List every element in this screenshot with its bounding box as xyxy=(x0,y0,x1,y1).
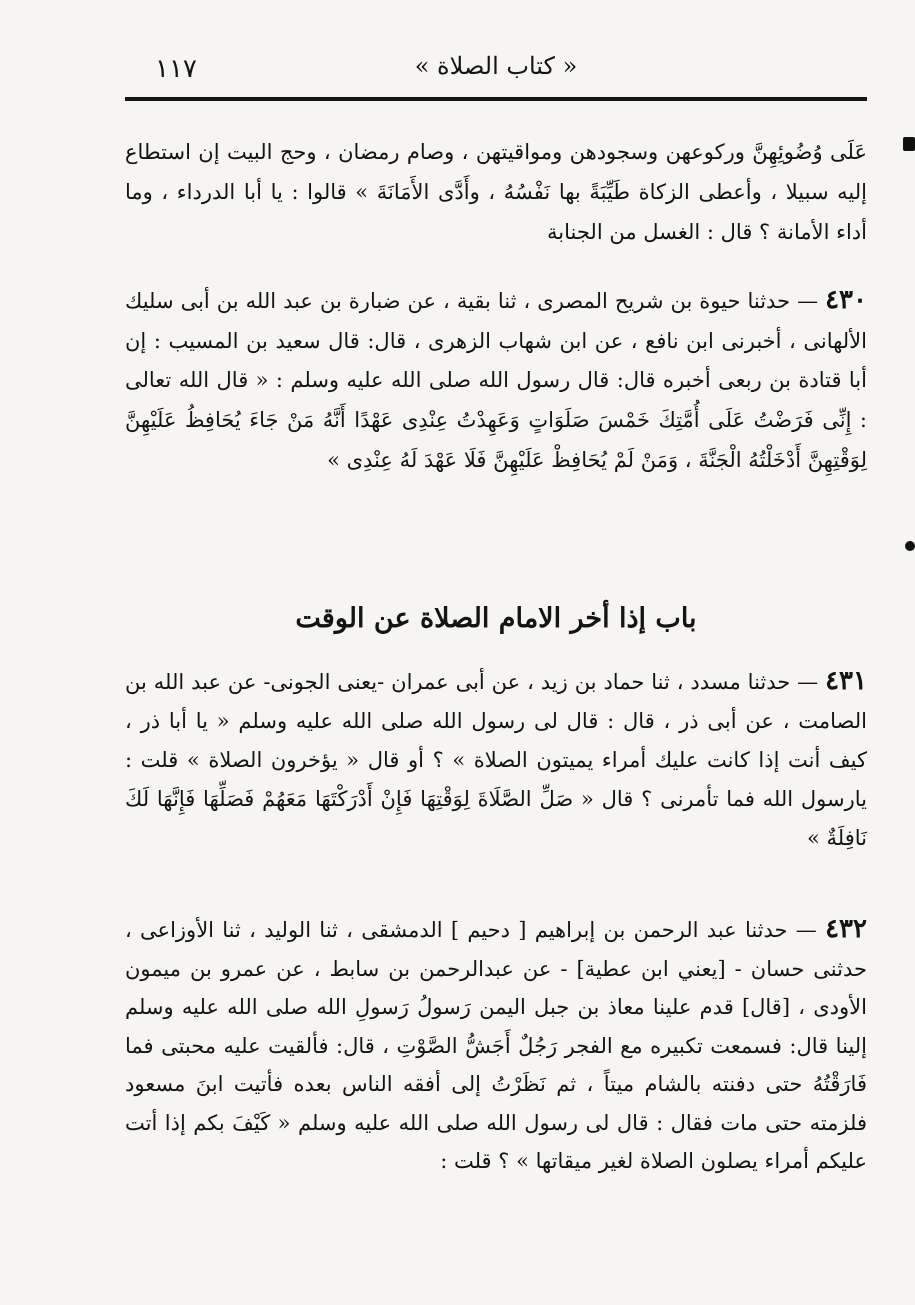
running-header xyxy=(125,52,867,92)
chapter-title: « كتاب الصلاة » xyxy=(414,52,578,80)
hadith-number: ٤٣١ xyxy=(825,666,867,696)
hadith-number: ٤٣٢ xyxy=(825,914,867,944)
hadith-430 xyxy=(125,281,867,481)
paragraph-text: عَلَى وُضُوئِهِنَّ وركوعهن وسجودهن ومواقيتهن ، وصام رمضان ، وحج البيت إن استطاع إليه سبيلا ، وأعطى الزكاة طَيِّبَةً بها نَفْسُهُ ، وأَدَّى الأَمَانَةَ » قالوا : يا أبا الدرداء ، وما أداء الأمانة ؟ قال : الغسل من الجنابة xyxy=(125,140,867,244)
page-number: ١١٧ xyxy=(155,54,197,84)
hadith-432 xyxy=(125,910,867,1181)
margin-dot xyxy=(905,541,915,551)
section-heading: باب إذا أخر الامام الصلاة عن الوقت xyxy=(295,603,697,634)
hadith-text: — حدثنا حيوة بن شريح المصرى ، ثنا بقية ، عن ضبارة بن عبد الله بن أبى سليك الألهانى ، أخبرنى ابن نافع ، عن ابن شهاب الزهرى ، قال: قال سعيد بن المسيب : إن أبا قتادة بن ربعى أخبره قال: قال رسول الله صلى الله عليه وسلم : « قال الله تعالى : إِنِّى فَرَضْتُ عَلَى أُمَّتِكَ خَمْسَ صَلَوَاتٍ وَعَهِدْتُ عِنْدِى عَهْدًا أَنَّهُ مَنْ جَاءَ يُحَافِظُ عَلَيْهِنَّ لِوَقْتِهِنَّ أَدْخَلْتُهُ الْجَنَّةَ ، وَمَنْ لَمْ يُحَافِظْ عَلَيْهِنَّ فَلَا عَهْدَ لَهُ عِنْدِى » xyxy=(125,289,867,472)
hadith-text: — حدثنا عبد الرحمن بن إبراهيم [ دحيم ] الدمشقى ، ثنا الوليد ، ثنا الأوزاعى ، حدثنى حسان - [يعني ابن عطية] - عن عبدالرحمن بن سابط ، عن عمرو بن ميمون الأودى ، [قال] قدم علينا معاذ بن جبل اليمن رَسولُ رَسولِ الله صلى الله عليه وسلم إلينا قال: فسمعت تكبيره مع الفجر رَجُلٌ أَجَشُّ الصَّوْتِ ، قال: فألقيت عليه محبتى فما فَارَقْتُهُ حتى دفنته بالشام ميتاً ، ثم نَظَرْتُ إلى أفقه الناس بعده فأتيت ابنَ مسعود فلزمته حتى مات فقال : قال لى رسول الله صلى الله عليه وسلم « كَيْفَ بكم إذا أتت عليكم أمراء يصلون الصلاة لغير ميقاتها » ؟ قلت : xyxy=(125,918,867,1173)
paragraph-continuation xyxy=(125,132,867,252)
margin-mark xyxy=(903,137,915,151)
hadith-text: — حدثنا مسدد ، ثنا حماد بن زيد ، عن أبى عمران -يعنى الجونى- عن عبد الله بن الصامت ، عن أبى ذر ، قال : قال لى رسول الله صلى الله عليه وسلم « يا أبا ذر ، كيف أنت إذا كانت عليك أمراء يميتون الصلاة » ؟ أو قال « يؤخرون الصلاة » قلت : يارسول الله فما تأمرنى ؟ قال « صَلِّ الصَّلَاةَ لِوَقْتِهَا فَإِنْ أَدْرَكْتَهَا مَعَهُمْ فَصَلِّهَا فَإِنَّهَا لَكَ نَافِلَةٌ » xyxy=(125,670,867,850)
hadith-431 xyxy=(125,662,867,858)
hadith-number: ٤٣٠ xyxy=(825,285,867,315)
header-rule xyxy=(125,97,867,101)
